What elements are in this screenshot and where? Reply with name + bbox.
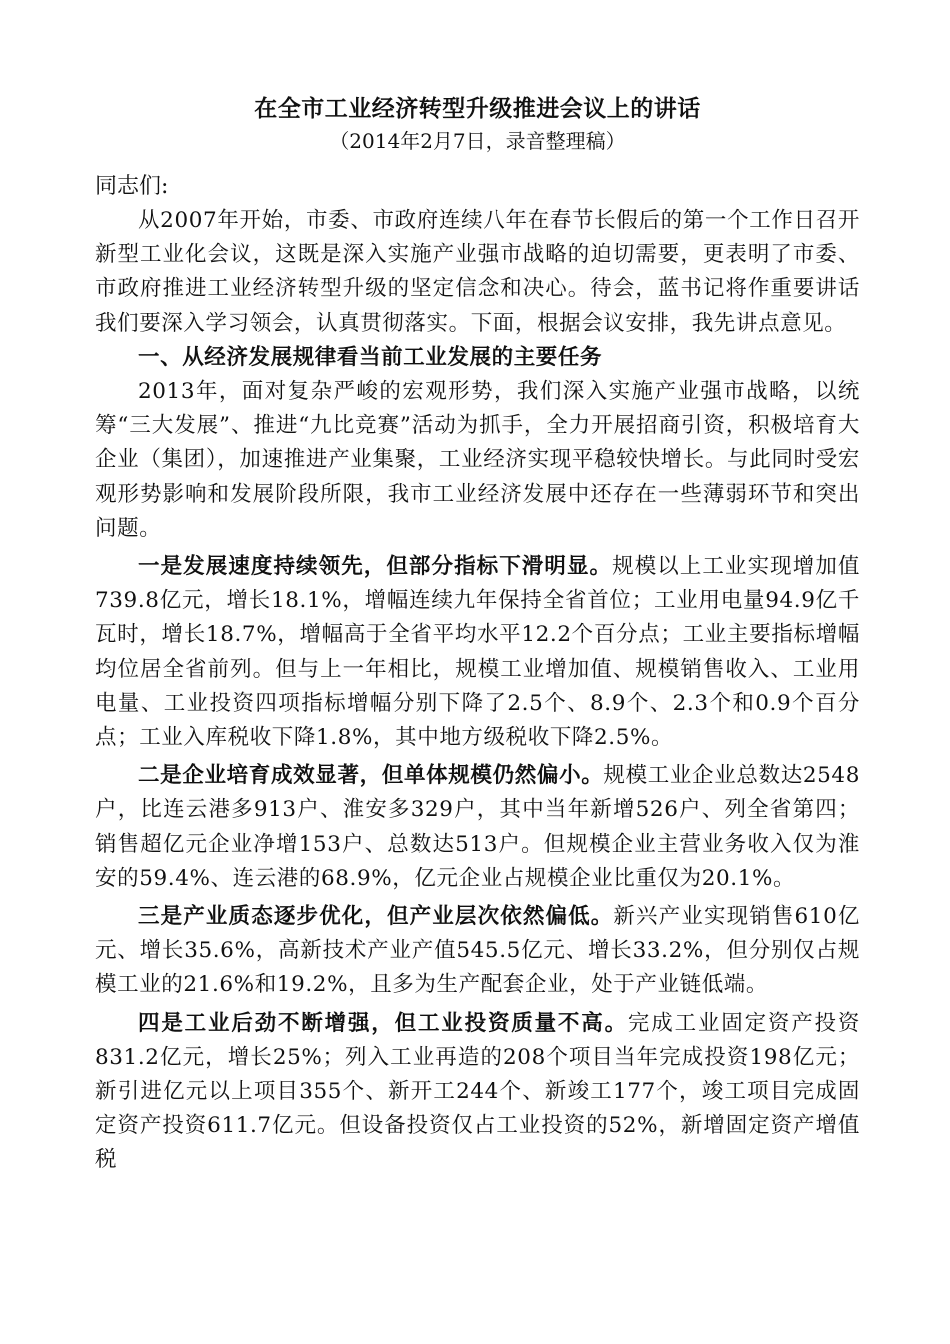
point-body: 完成工业固定资产投资831.2亿元，增长25%；列入工业再造的208个项目当年完成投资198亿元；新引进亿元以上项目355个、新开工244个、新竣工177个，竣工项目完成固定资产投资611.7亿元。但设备投资仅占工业投资的52%，新增固定资产增值税 — [95, 1010, 860, 1173]
point-paragraph-1 — [95, 550, 860, 755]
point-lead: 一是发展速度持续领先，但部分指标下滑明显。 — [138, 554, 613, 580]
point-paragraph-4 — [95, 1007, 860, 1178]
point-lead: 四是工业后劲不断增强，但工业投资质量不高。 — [138, 1010, 628, 1036]
point-body: 规模以上工业实现增加值739.8亿元，增长18.1%，增幅连续九年保持全省首位；工业用电量94.9亿千瓦时，增长18.7%，增幅高于全省平均水平12.2个百分点；工业主要指标增幅均位居全省前列。但与上一年相比，规模工业增加值、规模销售收入、工业用电量、工业投资四项指标增幅分别下降了2.5个、8.9个、2.3个和0.9个百分点；工业入库税收下降1.8%，其中地方级税收下降2.5%。 — [95, 554, 860, 751]
salutation: 同志们: — [95, 174, 169, 199]
intro-paragraph: 从2007年开始，市委、市政府连续八年在春节长假后的第一个工作日召开新型工业化会议，这既是深入实施产业强市战略的迫切需要，更表明了市委、市政府推进工业经济转型升级的坚定信念和决心。待会，蓝书记将作重要讲话我们要深入学习领会，认真贯彻落实。下面，根据会议安排，我先讲点意见。 — [95, 208, 860, 336]
document-subtitle: （2014年2月7日，录音整理稿） — [329, 129, 626, 153]
section-heading: 一、从经济发展规律看当前工业发展的主要任务 — [138, 344, 603, 370]
point-paragraph-2 — [95, 759, 860, 896]
point-body: 新兴产业实现销售610亿元、增长35.6%，高新技术产业产值545.5亿元、增长33.2%，但分别仅占规模工业的21.6%和19.2%，且多为生产配套企业，处于产业链低端。 — [95, 904, 860, 998]
point-body: 规模工业企业总数达2548户，比连云港多913户、淮安多329户，其中当年新增526户、列全省第四；销售超亿元企业净增153户、总数达513户。但规模企业主营业务收入仅为淮安的59.4%、连云港的68.9%，亿元企业占规模企业比重仅为20.1%。 — [95, 763, 860, 891]
point-lead: 三是产业质态逐步优化，但产业层次依然偏低。 — [138, 904, 614, 930]
document-title: 在全市工业经济转型升级推进会议上的讲话 — [254, 95, 701, 122]
point-lead: 二是企业培育成效显著，但单体规模仍然偏小。 — [138, 763, 604, 789]
section-intro-paragraph: 2013年，面对复杂严峻的宏观形势，我们深入实施产业强市战略，以统筹“三大发展”、推进“九比竞赛”活动为抓手，全力开展招商引资，积极培育大企业（集团），加速推进产业集聚，工业经济实现平稳较快增长。与此同时受宏观形势影响和发展阶段所限，我市工业经济发展中还存在一些薄弱环节和突出问题。 — [95, 379, 860, 541]
document-page — [95, 92, 860, 1178]
point-paragraph-3 — [95, 900, 860, 1003]
